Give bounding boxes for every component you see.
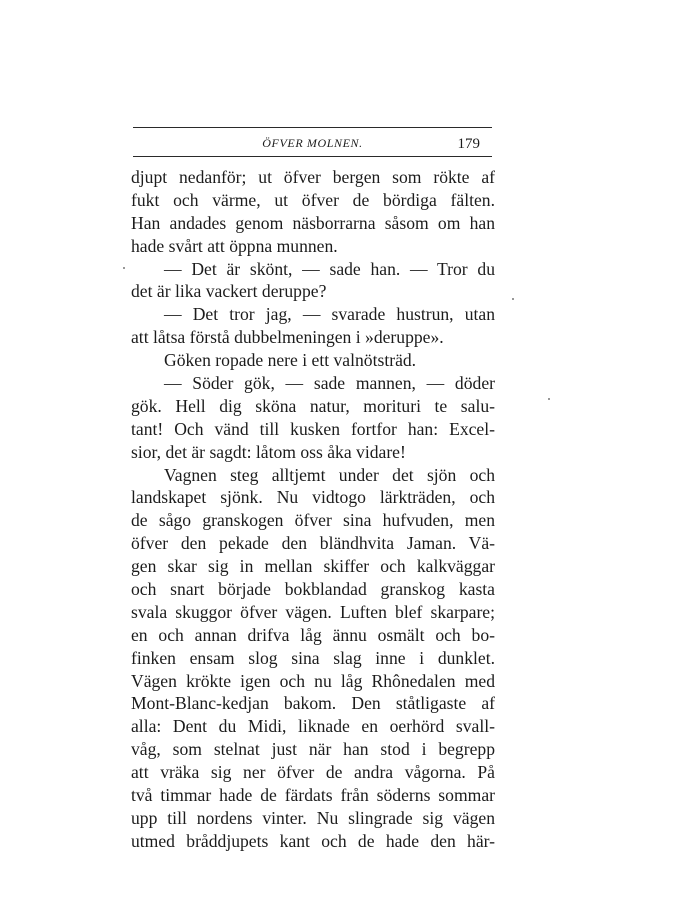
body-text: [131, 166, 495, 853]
text-line: öfver den pekade den bländhvita Jaman. Vä-: [131, 533, 495, 554]
text-line: och snart började bokblandad granskog kasta: [131, 579, 495, 600]
print-speck: [548, 398, 550, 400]
text-line: att vräka sig ner öfver de andra vågorna. På: [131, 762, 495, 783]
header-rule-top: [133, 127, 492, 128]
print-speck: [123, 267, 125, 269]
text-line: gök. Hell dig sköna natur, morituri te salu-: [131, 395, 495, 416]
text-line: alla: Dent du Midi, liknade en oerhörd svall-: [131, 716, 495, 737]
text-line: tant! Och vänd till kusken fortfor han: Excel-: [131, 418, 495, 439]
text-line: finken ensam slog sina slag inne i dunklet.: [131, 647, 495, 668]
print-speck: [512, 298, 514, 300]
running-head: [133, 134, 492, 152]
text-line: Mont-Blanc-kedjan bakom. Den ståtligaste af: [131, 693, 495, 714]
text-line: en och annan drifva låg ännu osmält och bo-: [131, 624, 495, 645]
text-line: — Söder gök, — sade mannen, — döder: [164, 373, 495, 394]
text-line: — Det är skönt, — sade han. — Tror du: [164, 258, 495, 279]
running-title: ÖFVER MOLNEN.: [262, 136, 363, 150]
text-line: svala skuggor öfver vägen. Luften blef skarpare;: [131, 601, 495, 622]
page-number: 179: [457, 136, 480, 152]
text-line: landskapet sjönk. Nu vidtogo lärkträden, och: [131, 487, 495, 508]
text-line: våg, som stelnat just när han stod i begrepp: [131, 739, 495, 760]
text-line: upp till nordens vinter. Nu slingrade sig vägen: [131, 807, 495, 828]
text-line: hade svårt att öppna munnen.: [131, 235, 338, 256]
text-line: gen skar sig in mellan skiffer och kalkväggar: [131, 556, 495, 577]
header-rule-bottom: [133, 156, 492, 157]
text-line: två timmar hade de färdats från söderns sommar: [131, 785, 495, 806]
text-line: att låtsa förstå dubbelmeningen i »deruppe».: [131, 327, 444, 348]
text-line: Han andades genom näsborrarna såsom om han: [131, 212, 495, 233]
text-line: utmed bråddjupets kant och de hade den här-: [131, 830, 495, 851]
text-line: Vägen krökte igen och nu låg Rhônedalen med: [131, 670, 495, 691]
text-line: Göken ropade nere i ett valnötsträd.: [164, 350, 417, 371]
text-line: det är lika vackert deruppe?: [131, 281, 327, 302]
text-line: Vagnen steg alltjemt under det sjön och: [164, 464, 495, 485]
text-line: de sågo granskogen öfver sina hufvuden, men: [131, 510, 495, 531]
text-line: — Det tror jag, — svarade hustrun, utan: [164, 304, 495, 325]
text-line: djupt nedanför; ut öfver bergen som rökte af: [131, 167, 495, 187]
text-line: fukt och värme, ut öfver de bördiga fälten.: [131, 189, 495, 210]
text-line: sior, det är sagdt: låtom oss åka vidare!: [131, 441, 406, 462]
